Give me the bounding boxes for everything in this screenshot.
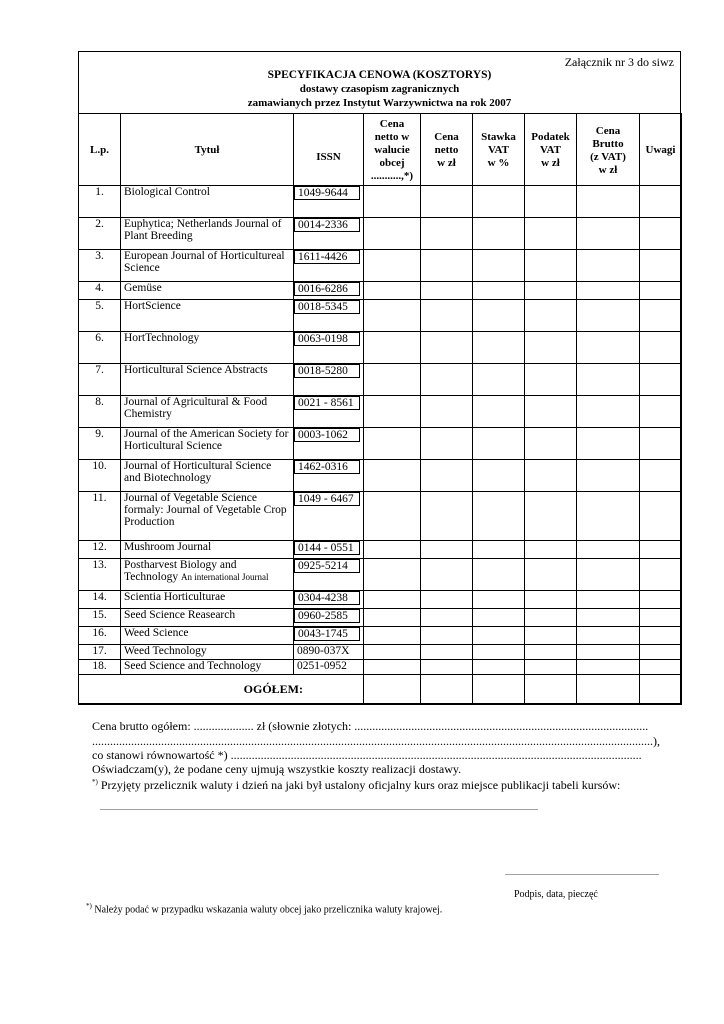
price-input-cell[interactable] [364, 218, 421, 250]
row-title: Mushroom Journal [121, 541, 294, 559]
row-title: Weed Technology [121, 645, 294, 660]
table-header-row [79, 114, 682, 186]
table-row [79, 591, 682, 609]
price-input-cell[interactable] [364, 609, 421, 627]
price-input-cell[interactable] [364, 559, 421, 591]
price-input-cell[interactable] [640, 460, 682, 492]
table-row [79, 218, 682, 250]
row-title: Journal of Horticultural Science and Biotechnology [121, 460, 294, 492]
price-input-cell[interactable] [577, 627, 640, 645]
price-input-cell[interactable] [577, 186, 640, 218]
price-input-cell[interactable] [640, 186, 682, 218]
price-input-cell[interactable] [640, 559, 682, 591]
price-input-cell[interactable] [473, 609, 525, 627]
price-input-cell[interactable] [421, 332, 473, 364]
price-input-cell[interactable] [421, 660, 473, 675]
price-table [78, 113, 682, 705]
total-cell[interactable] [364, 675, 421, 705]
row-issn: 0018-5345 [294, 300, 364, 332]
price-input-cell[interactable] [525, 364, 577, 396]
price-input-cell[interactable] [473, 591, 525, 609]
price-input-cell[interactable] [364, 660, 421, 675]
table-row [79, 609, 682, 627]
table-row [79, 660, 682, 675]
price-input-cell[interactable] [364, 627, 421, 645]
header-cena-zl: Cena netto w zł [421, 114, 473, 186]
row-issn: 0304-4238 [294, 591, 364, 609]
row-lp: 6. [79, 332, 121, 364]
price-input-cell[interactable] [421, 609, 473, 627]
price-input-cell[interactable] [421, 591, 473, 609]
row-title: Seed Science and Technology [121, 660, 294, 675]
header-cena-brutto: Cena Brutto (z VAT) w zł [577, 114, 640, 186]
price-input-cell[interactable] [421, 300, 473, 332]
price-input-cell[interactable] [364, 300, 421, 332]
price-input-cell[interactable] [640, 609, 682, 627]
row-title: Weed Science [121, 627, 294, 645]
equivalent-line: co stanowi równowartość *) ......................................................................................................................................... [92, 748, 642, 762]
table-row [79, 559, 682, 591]
title-line-3: zamawianych przez Instytut Warzywnictwa na rok 2007 [247, 97, 512, 109]
price-input-cell[interactable] [473, 541, 525, 559]
signature-label: Podpis, data, pieczęć [514, 889, 598, 900]
price-input-cell[interactable] [473, 300, 525, 332]
price-input-cell[interactable] [640, 660, 682, 675]
price-input-cell[interactable] [640, 282, 682, 300]
price-input-cell[interactable] [525, 609, 577, 627]
price-input-cell[interactable] [577, 250, 640, 282]
price-input-cell[interactable] [525, 282, 577, 300]
table-row [79, 186, 682, 218]
price-input-cell[interactable] [421, 559, 473, 591]
price-input-cell[interactable] [421, 627, 473, 645]
header-cena-waluta: Cena netto w walucie obcej ...........,*) [364, 114, 421, 186]
row-title: HortTechnology [121, 332, 294, 364]
header-podatek-vat: Podatek VAT w zł [525, 114, 577, 186]
price-input-cell[interactable] [473, 186, 525, 218]
title-line-2: dostawy czasopism zagranicznych [299, 83, 460, 95]
row-title: Journal of Agricultural & Food Chemistry [121, 396, 294, 428]
price-input-cell[interactable] [525, 627, 577, 645]
price-input-cell[interactable] [577, 645, 640, 660]
exchange-rate-line: *) Przyjęty przelicznik waluty i dzień na jaki był ustalony oficjalny kurs oraz miejsce publikacji tabeli kursów: [92, 778, 621, 792]
price-input-cell[interactable] [364, 645, 421, 660]
row-lp: 8. [79, 396, 121, 428]
price-input-cell[interactable] [421, 364, 473, 396]
row-issn: 1611-4426 [294, 250, 364, 282]
row-title: Journal of Vegetable Science formaly: Journal of Vegetable Crop Production [121, 492, 294, 541]
gross-total-line: Cena brutto ogółem: .................... zł (słownie złotych: .................................................................................................. [92, 719, 649, 733]
table-row [79, 428, 682, 460]
price-input-cell[interactable] [421, 218, 473, 250]
row-issn: 1049 - 6467 [294, 492, 364, 541]
price-input-cell[interactable] [473, 250, 525, 282]
row-title: European Journal of Horticultureal Science [121, 250, 294, 282]
price-input-cell[interactable] [421, 541, 473, 559]
annex-label: Załącznik nr 3 do siwz [564, 55, 674, 69]
price-input-cell[interactable] [640, 364, 682, 396]
row-lp: 17. [79, 645, 121, 660]
row-issn: 0003-1062 [294, 428, 364, 460]
price-input-cell[interactable] [364, 332, 421, 364]
price-input-cell[interactable] [577, 300, 640, 332]
total-cell[interactable] [640, 675, 682, 705]
row-title-subtitle: An international Journal [181, 572, 269, 582]
price-input-cell[interactable] [640, 218, 682, 250]
row-issn: 0021 - 8561 [294, 396, 364, 428]
table-row [79, 492, 682, 541]
row-lp: 7. [79, 364, 121, 396]
row-issn: 0251-0952 [294, 660, 364, 675]
row-title: HortScience [121, 300, 294, 332]
price-input-cell[interactable] [364, 250, 421, 282]
table-row [79, 541, 682, 559]
price-input-cell[interactable] [640, 396, 682, 428]
price-input-cell[interactable] [525, 541, 577, 559]
row-issn: 0925-5214 [294, 559, 364, 591]
price-input-cell[interactable] [577, 591, 640, 609]
price-input-cell[interactable] [577, 559, 640, 591]
price-input-cell[interactable] [421, 250, 473, 282]
price-input-cell[interactable] [525, 559, 577, 591]
price-input-cell[interactable] [421, 492, 473, 541]
row-title: Scientia Horticulturae [121, 591, 294, 609]
price-input-cell[interactable] [640, 492, 682, 541]
row-issn: 0063-0198 [294, 332, 364, 364]
row-lp: 15. [79, 609, 121, 627]
table-row [79, 300, 682, 332]
price-input-cell[interactable] [577, 660, 640, 675]
price-input-cell[interactable] [421, 186, 473, 218]
price-input-cell[interactable] [473, 460, 525, 492]
price-input-cell[interactable] [364, 492, 421, 541]
price-input-cell[interactable] [473, 282, 525, 300]
price-input-cell[interactable] [577, 364, 640, 396]
row-lp: 9. [79, 428, 121, 460]
row-lp: 5. [79, 300, 121, 332]
row-title: Biological Control [121, 186, 294, 218]
signature-line: ............................................................................. [505, 868, 659, 877]
price-input-cell[interactable] [473, 660, 525, 675]
row-lp: 11. [79, 492, 121, 541]
price-input-cell[interactable] [421, 396, 473, 428]
price-input-cell[interactable] [525, 218, 577, 250]
total-cell[interactable] [421, 675, 473, 705]
row-issn: 0043-1745 [294, 627, 364, 645]
price-input-cell[interactable] [577, 218, 640, 250]
price-input-cell[interactable] [473, 332, 525, 364]
price-input-cell[interactable] [525, 332, 577, 364]
document-title [79, 68, 680, 110]
price-input-cell[interactable] [473, 428, 525, 460]
price-input-cell[interactable] [473, 218, 525, 250]
table-row [79, 332, 682, 364]
table-row [79, 364, 682, 396]
price-input-cell[interactable] [473, 559, 525, 591]
row-issn: 0890-037X [294, 645, 364, 660]
row-lp: 16. [79, 627, 121, 645]
row-title: Gemüse [121, 282, 294, 300]
price-input-cell[interactable] [364, 428, 421, 460]
row-lp: 14. [79, 591, 121, 609]
price-input-cell[interactable] [640, 541, 682, 559]
header-issn: ISSN [294, 114, 364, 186]
price-input-cell[interactable] [473, 396, 525, 428]
statement-line: Oświadczam(y), że podane ceny ujmują wszystkie koszty realizacji dostawy. [92, 762, 462, 776]
row-issn: 0016-6286 [294, 282, 364, 300]
price-input-cell[interactable] [577, 396, 640, 428]
row-title: Journal of the American Society for Horticultural Science [121, 428, 294, 460]
row-issn: 0014-2336 [294, 218, 364, 250]
price-input-cell[interactable] [525, 396, 577, 428]
price-input-cell[interactable] [525, 460, 577, 492]
price-input-cell[interactable] [421, 645, 473, 660]
price-input-cell[interactable] [473, 492, 525, 541]
row-lp: 13. [79, 559, 121, 591]
price-input-cell[interactable] [525, 300, 577, 332]
row-lp: 1. [79, 186, 121, 218]
total-cell[interactable] [473, 675, 525, 705]
price-input-cell[interactable] [525, 660, 577, 675]
table-row [79, 396, 682, 428]
row-issn: 0960-2585 [294, 609, 364, 627]
header-lp: L.p. [79, 114, 121, 186]
price-input-cell[interactable] [525, 492, 577, 541]
table-row [79, 627, 682, 645]
price-input-cell[interactable] [364, 282, 421, 300]
row-title: Postharvest Biology and Technology An international Journal [121, 559, 294, 591]
price-input-cell[interactable] [640, 627, 682, 645]
price-input-cell[interactable] [473, 364, 525, 396]
row-issn: 1049-9644 [294, 186, 364, 218]
price-input-cell[interactable] [577, 492, 640, 541]
row-lp: 4. [79, 282, 121, 300]
exchange-rate-fill-line: ........................................................................................................................................................................................................................... [100, 803, 538, 812]
price-input-cell[interactable] [525, 645, 577, 660]
row-lp: 10. [79, 460, 121, 492]
row-lp: 18. [79, 660, 121, 675]
price-input-cell[interactable] [364, 396, 421, 428]
price-input-cell[interactable] [640, 428, 682, 460]
price-input-cell[interactable] [421, 282, 473, 300]
header-uwagi: Uwagi [640, 114, 682, 186]
price-input-cell[interactable] [364, 364, 421, 396]
price-input-cell[interactable] [364, 591, 421, 609]
price-input-cell[interactable] [640, 250, 682, 282]
price-input-cell[interactable] [421, 460, 473, 492]
price-input-cell[interactable] [525, 186, 577, 218]
header-stawka-vat: Stawka VAT w % [473, 114, 525, 186]
amount-words-line: ...........................................................................................................................................................................................), [92, 734, 660, 748]
row-title: Horticultural Science Abstracts [121, 364, 294, 396]
price-input-cell[interactable] [473, 645, 525, 660]
table-row [79, 250, 682, 282]
total-label: OGÓŁEM: [79, 675, 364, 705]
row-title: Euphytica; Netherlands Journal of Plant Breeding [121, 218, 294, 250]
price-input-cell[interactable] [577, 428, 640, 460]
total-row [79, 675, 682, 705]
price-input-cell[interactable] [640, 332, 682, 364]
row-issn: 1462-0316 [294, 460, 364, 492]
row-lp: 2. [79, 218, 121, 250]
total-cell[interactable] [577, 675, 640, 705]
row-title: Seed Science Reasearch [121, 609, 294, 627]
table-row [79, 282, 682, 300]
footnote: *) Należy podać w przypadku wskazania waluty obcej jako przelicznika waluty krajowej. [86, 902, 443, 916]
price-input-cell[interactable] [640, 645, 682, 660]
price-input-cell[interactable] [364, 541, 421, 559]
total-cell[interactable] [525, 675, 577, 705]
price-input-cell[interactable] [364, 186, 421, 218]
price-input-cell[interactable] [364, 460, 421, 492]
price-input-cell[interactable] [525, 591, 577, 609]
price-input-cell[interactable] [473, 627, 525, 645]
row-issn: 0018-5280 [294, 364, 364, 396]
row-lp: 3. [79, 250, 121, 282]
price-input-cell[interactable] [577, 282, 640, 300]
price-input-cell[interactable] [421, 428, 473, 460]
price-input-cell[interactable] [640, 591, 682, 609]
price-input-cell[interactable] [577, 541, 640, 559]
table-row [79, 460, 682, 492]
price-input-cell[interactable] [525, 250, 577, 282]
price-input-cell[interactable] [577, 609, 640, 627]
price-input-cell[interactable] [640, 300, 682, 332]
price-input-cell[interactable] [525, 428, 577, 460]
title-line-1: SPECYFIKACJA CENOWA (KOSZTORYS) [267, 69, 492, 81]
price-input-cell[interactable] [577, 332, 640, 364]
row-lp: 12. [79, 541, 121, 559]
price-input-cell[interactable] [577, 460, 640, 492]
row-issn: 0144 - 0551 [294, 541, 364, 559]
table-row [79, 645, 682, 660]
header-tytul: Tytuł [121, 114, 294, 186]
